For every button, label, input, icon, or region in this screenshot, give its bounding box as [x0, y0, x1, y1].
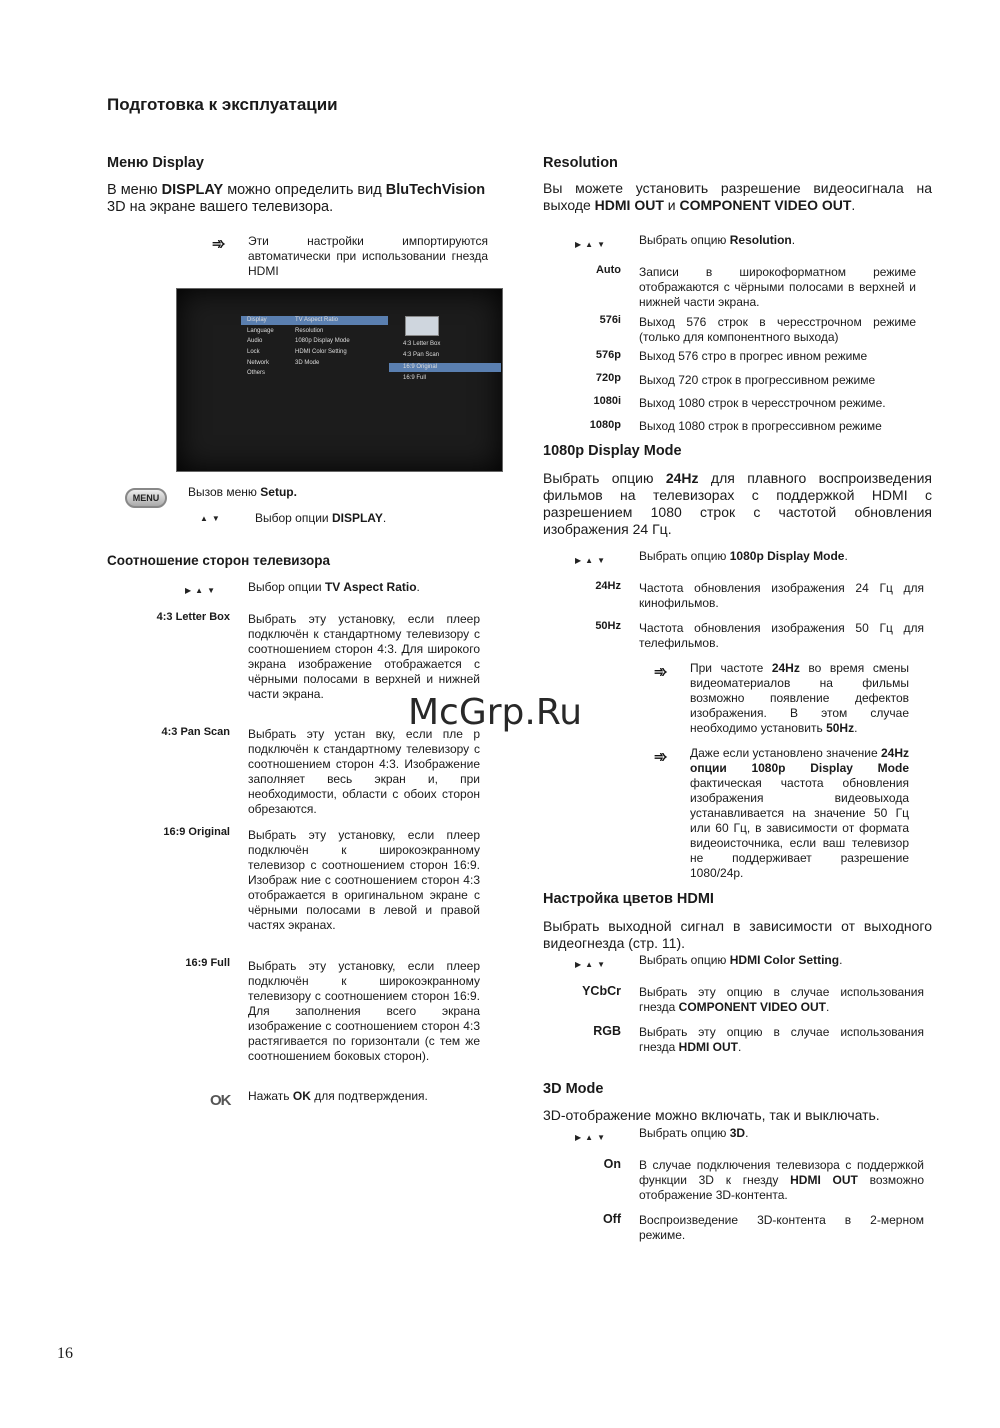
note-24hz: При частоте 24Hz во время смены видеоматериалов на фильмы возможно появление дефектов изображения. В этом случае необходимо установить 50Hz.: [690, 661, 909, 735]
nav-arrows-icon: ▶▲▼: [575, 960, 609, 969]
res-desc-576p: Выход 576 стро в прогрес ивном режиме: [639, 349, 868, 363]
menu-item-lock: Lock: [247, 349, 260, 355]
note-1080-24p: Даже если установлено значение 24Hz опции 1080p Display Mode фактическая частота обновления изображения видеовыхода устанавливается на значение 50 Гц или 60 Гц, в зависимости от формата видеоисточника, если ваш телевизор не поддерживает разрешение 1080/24p.: [690, 746, 909, 880]
menu-display-intro: В меню DISPLAY можно определить вид BluTechVision 3D на экране вашего телевизора.: [107, 182, 486, 215]
submenu-resolution: Resolution: [295, 328, 324, 334]
res-desc-auto: Записи в широкоформатном режиме отображаются с чёрными полосами в верхней и нижней части экрана.: [639, 265, 916, 309]
option-desc-full: Выбрать эту установку, если плеер подключён к широкоэкранному телевизору с соотношением сторон 16:9. Для заполнения всего экрана изображение с соотношением сторон 4:3 растягивается по горизонтали (с тем же соотношением боковых сторон).: [248, 959, 480, 1063]
3d-label-off: Off: [602, 1212, 621, 1226]
option-desc-original: Выбрать эту установку, если плеер подключён к широкоэкранному телевизор с соотношением сторон 16:9. Изображ ние с соотношением сторон 4:3 отображается в оригинальном экране с чёрными полосами в левой и правой частях экранах.: [248, 828, 480, 932]
page-title: Подготовка к эксплуатации: [107, 95, 338, 114]
menu-item-language: Language: [247, 328, 274, 334]
hdmi-color-select-text: Выбрать опцию HDMI Color Setting.: [639, 953, 843, 967]
hdmi-color-intro: Выбрать выходной сигнал в зависимости от выходного видеогнезда (стр. 11).: [543, 918, 932, 951]
option-label-full: 16:9 Full: [185, 957, 230, 969]
submenu-tv-aspect: TV Aspect Ratio: [295, 317, 339, 323]
3d-desc-off: Воспроизведение 3D-контента в 2-мерном режиме.: [639, 1213, 924, 1242]
select-display-text: Выбор опции DISPLAY.: [255, 511, 387, 525]
option-label-original: 16:9 Original: [163, 826, 230, 838]
nav-arrows-icon: ▶▲▼: [575, 556, 609, 565]
resolution-heading: Resolution: [543, 155, 618, 171]
res-label-576p: 576p: [595, 349, 621, 361]
res-label-1080p: 1080p: [589, 419, 621, 431]
page-number: 16: [57, 1345, 73, 1362]
resolution-intro: Вы можете установить разрешение видеосигнала на выходе HDMI OUT и COMPONENT VIDEO OUT.: [543, 180, 932, 213]
res-label-auto: Auto: [595, 264, 621, 276]
option-label-letterbox: 4:3 Letter Box: [156, 611, 230, 623]
hdmi-color-heading: Настройка цветов HDMI: [543, 891, 714, 907]
3d-select-text: Выбрать опцию 3D.: [639, 1126, 749, 1140]
option-full: 16:9 Full: [403, 375, 427, 381]
option-desc-panscan: Выбрать эту устан вку, если пле р подключён к стандартному телевизору с соотношением сторон 4:3. Изображение заполняет весь экран и, при необходимости, области с обоих сторон обрезаются.: [248, 727, 480, 816]
3d-mode-heading: 3D Mode: [543, 1081, 604, 1097]
dm-desc-24hz: Частота обновления изображения 24 Гц для кинофильмов.: [639, 581, 924, 610]
menu-item-network: Network: [247, 360, 270, 366]
nav-arrows-icon: ▶▲▼: [575, 1133, 609, 1142]
nav-arrows-icon: ▶▲▼: [575, 240, 609, 249]
dm-desc-50hz: Частота обновления изображения 50 Гц для телефильмов.: [639, 621, 924, 650]
aspect-ratio-heading: Соотношение сторон телевизора: [107, 553, 330, 568]
res-desc-1080i: Выход 1080 строк в чересстрочном режиме.: [639, 396, 886, 410]
display-mode-heading: 1080p Display Mode: [543, 443, 682, 459]
option-desc-letterbox: Выбрать эту установку, если плеер подключён к стандартному телевизору с соотношением сторон 4:3. Для широкого экрана изображение отображается с чёрными полосами в верхней и нижней части экрана.: [248, 612, 480, 701]
color-desc-rgb: Выбрать эту опцию в случае использования гнезда HDMI OUT.: [639, 1025, 924, 1054]
watermark: McGrp.Ru: [408, 692, 583, 733]
submenu-3d-mode: 3D Mode: [295, 360, 320, 366]
res-desc-576i: Выход 576 строк в чересстрочном режиме (только для компонентного выхода): [639, 315, 916, 344]
dm-label-24hz: 24Hz: [595, 580, 621, 592]
display-mode-select-text: Выбрать опцию 1080p Display Mode.: [639, 549, 848, 563]
3d-mode-intro: 3D-отображение можно включать, так и выключать.: [543, 1107, 880, 1123]
display-mode-intro: Выбрать опцию 24Hz для плавного воспроизведения фильмов на телевизорах с поддержкой HDMI с разрешением 1080 строк с частотой обновления изображения 24 Гц.: [543, 470, 932, 537]
option-panscan: 4:3 Pan Scan: [403, 352, 440, 358]
color-label-ycbcr: YCbCr: [582, 984, 621, 998]
menu-display-heading: Меню Display: [107, 155, 204, 171]
note-icon: ➾: [654, 749, 668, 766]
aspect-select-text: Выбор опции TV Aspect Ratio.: [248, 580, 420, 594]
menu-button-icon: MENU: [125, 488, 167, 508]
color-label-rgb: RGB: [593, 1024, 621, 1038]
option-label-panscan: 4:3 Pan Scan: [161, 726, 230, 738]
call-menu-text: Вызов меню Setup.: [188, 485, 297, 499]
res-label-720p: 720p: [595, 372, 621, 384]
3d-label-on: On: [603, 1157, 621, 1171]
option-letterbox: 4:3 Letter Box: [403, 341, 441, 347]
resolution-select-text: Выбрать опцию Resolution.: [639, 233, 796, 247]
note-icon: ➾: [654, 664, 668, 681]
up-down-arrows-icon: ▲▼: [200, 514, 224, 523]
submenu-display-mode: 1080p Display Mode: [295, 338, 350, 344]
note-icon: ➾: [212, 236, 226, 253]
menu-item-others: Others: [247, 370, 266, 376]
res-desc-720p: Выход 720 строк в прогрессивном режиме: [639, 373, 876, 387]
3d-desc-on: В случае подключения телевизора с поддержкой функции 3D к гнезду HDMI OUT возможно отображение 3D-контента.: [639, 1158, 925, 1202]
nav-arrows-icon: ▶▲▼: [185, 586, 219, 595]
res-label-576i: 576i: [599, 314, 621, 326]
hdmi-note: Эти настройки импортируются автоматически при использовании гнезда HDMI: [248, 234, 488, 278]
dm-label-50hz: 50Hz: [595, 620, 621, 632]
submenu-hdmi-color: HDMI Color Setting: [295, 349, 347, 355]
menu-item-audio: Audio: [247, 338, 263, 344]
res-desc-1080p: Выход 1080 строк в прогрессивном режиме: [639, 419, 882, 433]
ok-confirm-text: Нажать OK для подтверждения.: [248, 1089, 428, 1103]
tv-menu-screenshot: [176, 288, 503, 472]
color-desc-ycbcr: Выбрать эту опцию в случае использования гнезда COMPONENT VIDEO OUT.: [639, 985, 924, 1014]
option-original: 16:9 Original: [403, 364, 438, 370]
tv-preview-thumbnail: [405, 316, 439, 336]
menu-item-display: Display: [247, 317, 267, 323]
ok-button-icon: OK: [210, 1092, 231, 1109]
res-label-1080i: 1080i: [593, 395, 621, 407]
